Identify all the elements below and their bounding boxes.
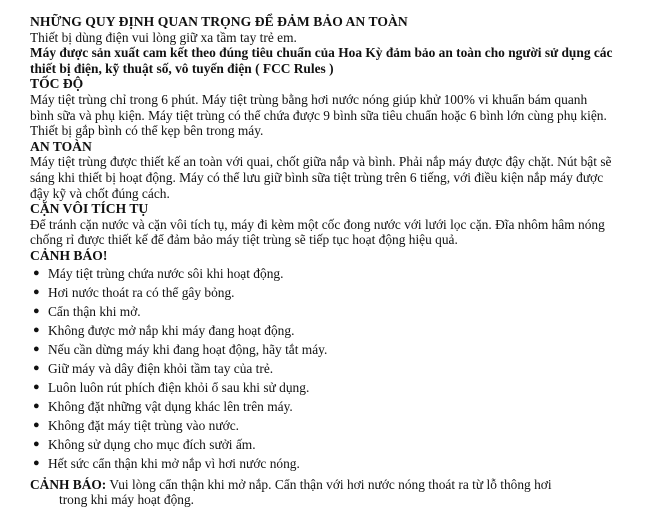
fcc-line-1: Máy được sản xuất cam kết theo đúng tiêu chuẩn của Hoa Kỳ đảm bảo an toàn cho người sử dụng các	[30, 45, 613, 61]
warning-text: Giữ máy và dây điện khỏi tầm tay của trẻ.	[48, 360, 274, 376]
bullet-icon: ●	[33, 400, 40, 413]
final-warning-line-2: trong khi máy hoạt động.	[59, 492, 195, 508]
fcc-line-2: thiết bị điện, kỹ thuật số, vô tuyến điện ( FCC Rules )	[30, 60, 334, 76]
warning-text: Hơi nước thoát ra có thể gây bỏng.	[48, 284, 235, 300]
intro-line: Thiết bị dùng điện vui lòng giữ xa tầm tay trẻ em.	[30, 29, 297, 45]
bullet-icon: ●	[33, 381, 40, 394]
bullet-icon: ●	[33, 304, 40, 317]
scale-heading: CẶN VÔI TÍCH TỤ	[30, 201, 149, 217]
warning-text: Không đặt những vật dụng khác lên trên máy.	[48, 399, 293, 415]
final-warning-lead: CẢNH BÁO:	[30, 476, 107, 492]
warning-text: Cẩn thận khi mở.	[48, 303, 141, 319]
warning-item	[30, 304, 641, 323]
speed-line-2: bình sữa và phụ kiện. Máy tiệt trùng có thể chứa được 9 bình sữa tiêu chuẩn hoặc 6 bình lớn cùng phụ kiện.	[30, 107, 607, 123]
bullet-icon: ●	[33, 419, 40, 432]
warning-item	[30, 418, 641, 437]
speed-line-1: Máy tiệt trùng chỉ trong 6 phút. Máy tiệt trùng bằng hơi nước nóng giúp khử 100% vi khuẩn bám quanh	[30, 91, 588, 107]
warning-item	[30, 456, 641, 475]
warning-item	[30, 380, 641, 399]
warnings-list	[30, 266, 641, 476]
warnings-heading: CẢNH BÁO!	[30, 247, 108, 263]
bullet-icon: ●	[33, 361, 40, 374]
warning-item	[30, 266, 641, 285]
warning-text: Hết sức cẩn thận khi mở nắp vì hơi nước nóng.	[48, 456, 300, 472]
warning-item	[30, 361, 641, 380]
final-warning	[30, 477, 641, 508]
warning-item	[30, 285, 641, 304]
safety-line-2: sáng khi thiết bị hoạt động. Máy có thể lưu giữ bình sữa tiệt trùng trên 6 tiếng, với điều kiện nắp máy được	[30, 169, 604, 185]
speed-heading: TỐC ĐỘ	[30, 76, 84, 92]
speed-line-3: Thiết bị gắp bình có thể kẹp bên trong máy.	[30, 123, 264, 139]
warning-text: Luôn luôn rút phích điện khỏi ổ sau khi sử dụng.	[48, 380, 310, 396]
final-warning-line-1	[30, 477, 641, 493]
final-warning-text-1: Vui lòng cẩn thận khi mở nắp. Cẩn thận với hơi nước nóng thoát ra từ lỗ thông hơi	[106, 476, 552, 492]
warning-text: Máy tiệt trùng chứa nước sôi khi hoạt động.	[48, 265, 284, 281]
warning-item	[30, 437, 641, 456]
warning-text: Nếu cần dừng máy khi đang hoạt động, hãy tắt máy.	[48, 341, 328, 357]
bullet-icon: ●	[33, 323, 40, 336]
warning-item	[30, 399, 641, 418]
speed-paragraph	[30, 92, 641, 139]
scale-line-2: chống rỉ được thiết kế để đảm bảo máy tiệt trùng sẽ tiếp tục hoạt động hiệu quả.	[30, 232, 458, 248]
bullet-icon: ●	[33, 285, 40, 298]
safety-line-3: đậy kỹ và chốt đúng cách.	[30, 185, 170, 201]
document-title: NHỮNG QUY ĐỊNH QUAN TRỌNG ĐỂ ĐẢM BẢO AN TOÀN	[30, 14, 408, 29]
safety-line-1: Máy tiệt trùng được thiết kế an toàn với quai, chốt giữa nắp và bình. Phải nắp máy được đậy chặt. Nút bật sẽ	[30, 154, 612, 170]
warning-text: Không đặt máy tiệt trùng vào nước.	[48, 418, 239, 434]
warning-text: Không được mở nắp khi máy đang hoạt động.	[48, 322, 295, 338]
scale-line-1: Để tránh cặn nước và cặn vôi tích tụ, máy đi kèm một cốc đong nước với lưới lọc cặn. Đĩa nhôm hâm nóng	[30, 216, 605, 232]
bullet-icon: ●	[33, 266, 40, 279]
bullet-icon: ●	[33, 457, 40, 470]
scale-paragraph	[30, 217, 641, 248]
bullet-icon: ●	[33, 438, 40, 451]
warning-item	[30, 323, 641, 342]
warning-text: Không sử dụng cho mục đích sưởi ấm.	[48, 437, 256, 453]
safety-paragraph	[30, 154, 641, 201]
bullet-icon: ●	[33, 342, 40, 355]
warning-item	[30, 342, 641, 361]
safety-heading: AN TOÀN	[30, 138, 92, 154]
